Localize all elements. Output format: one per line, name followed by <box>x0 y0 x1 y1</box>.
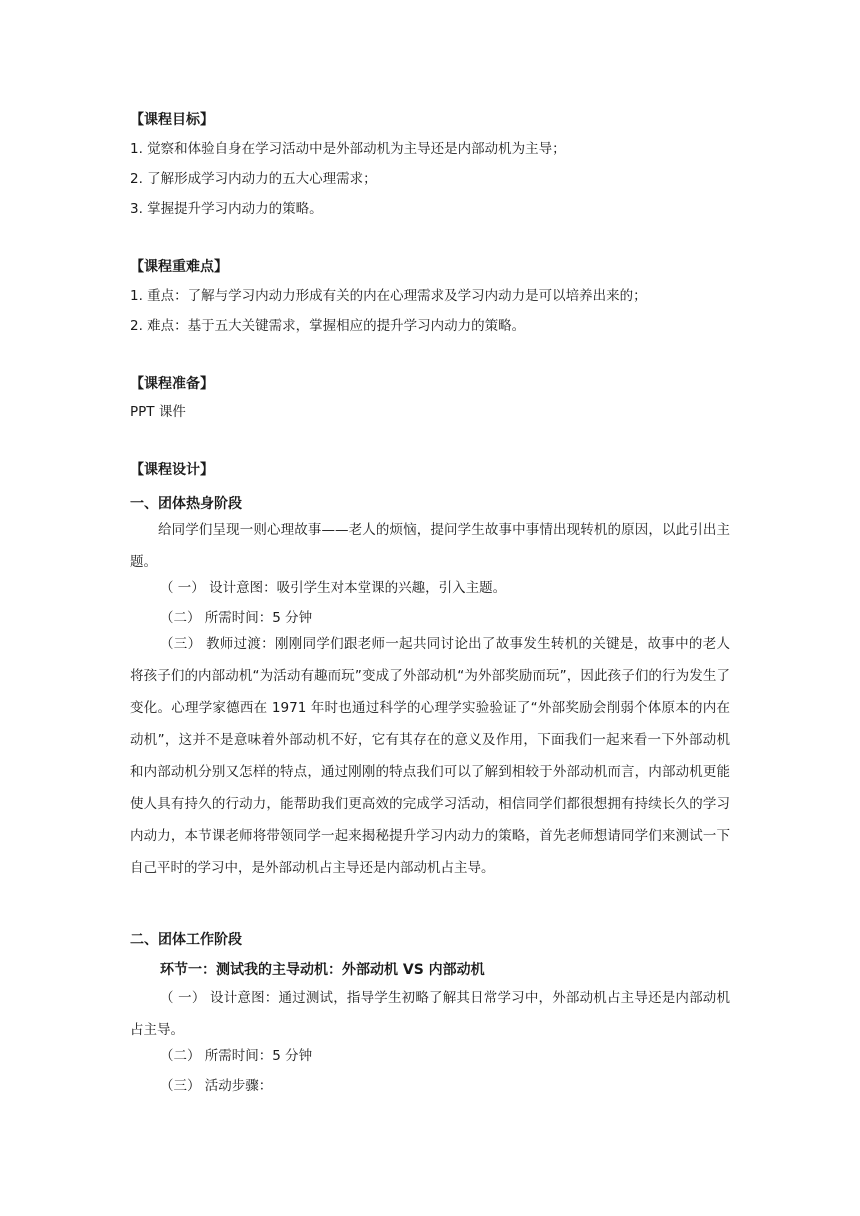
keypoints-heading: 【课程重难点】 <box>130 259 228 275</box>
prep-heading: 【课程准备】 <box>130 376 214 392</box>
stage1-item-transition: （三） 教师过渡：刚刚同学们跟老师一起共同讨论出了故事发生转机的关键是，故事中的老人将孩子们的内部动机“为活动有趣而玩”变成了外部动机“为外部奖励而玩”，因此孩子们的行为发生了变化。心理学家德西在 1971 年时也通过科学的心理学实验验证了“外部奖励会削弱个体原本的内在动机”，这并不是意味着外部动机不好，它有其存在的意义及作用，下面我们一起来看一下外部动机和内部动机分别又怎样的特点，通过刚刚的特点我们可以了解到相较于外部动机而言，内部动机更能使人具有持久的行动力，能帮助我们更高效的完成学习活动，相信同学们都很想拥有持续长久的学习内动力，本节课老师将带领同学一起来揭秘提升学习内动力的策略，首先老师想请同学们来测试一下自己平时的学习中，是外部动机占主导还是内部动机占主导。 <box>130 636 730 876</box>
goal-item: 3. 掌握提升学习内动力的策略。 <box>130 201 323 217</box>
goal-item: 2. 了解形成学习内动力的五大心理需求； <box>130 171 377 187</box>
stage1-title: 一、团体热身阶段 <box>130 496 242 512</box>
design-heading: 【课程设计】 <box>130 462 214 478</box>
stage1-item-intent: （ 一） 设计意图：吸引学生对本堂课的兴趣，引入主题。 <box>160 580 507 596</box>
stage1-intro: 给同学们呈现一则心理故事——老人的烦恼，提问学生故事中事情出现转机的原因，以此引出主题。 <box>130 522 730 570</box>
prep-text: PPT 课件 <box>130 404 186 420</box>
stage2-item-steps: （三） 活动步骤： <box>160 1078 273 1094</box>
stage1-item-time: （二） 所需时间：5 分钟 <box>160 610 313 626</box>
stage2-title: 二、团体工作阶段 <box>130 932 242 948</box>
stage2-section1-title: 环节一：测试我的主导动机：外部动机 VS 内部动机 <box>160 962 485 978</box>
goal-item: 1. 觉察和体验自身在学习活动中是外部动机为主导还是内部动机为主导； <box>130 141 566 157</box>
keypoint-item: 1. 重点：了解与学习内动力形成有关的内在心理需求及学习内动力是可以培养出来的； <box>130 288 647 304</box>
keypoint-item: 2. 难点：基于五大关键需求，掌握相应的提升学习内动力的策略。 <box>130 318 526 334</box>
stage2-item-time: （二） 所需时间：5 分钟 <box>160 1048 313 1064</box>
goals-heading: 【课程目标】 <box>130 112 214 128</box>
stage2-item-intent: （ 一） 设计意图：通过测试，指导学生初略了解其日常学习中，外部动机占主导还是内部动机占主导。 <box>130 990 730 1038</box>
